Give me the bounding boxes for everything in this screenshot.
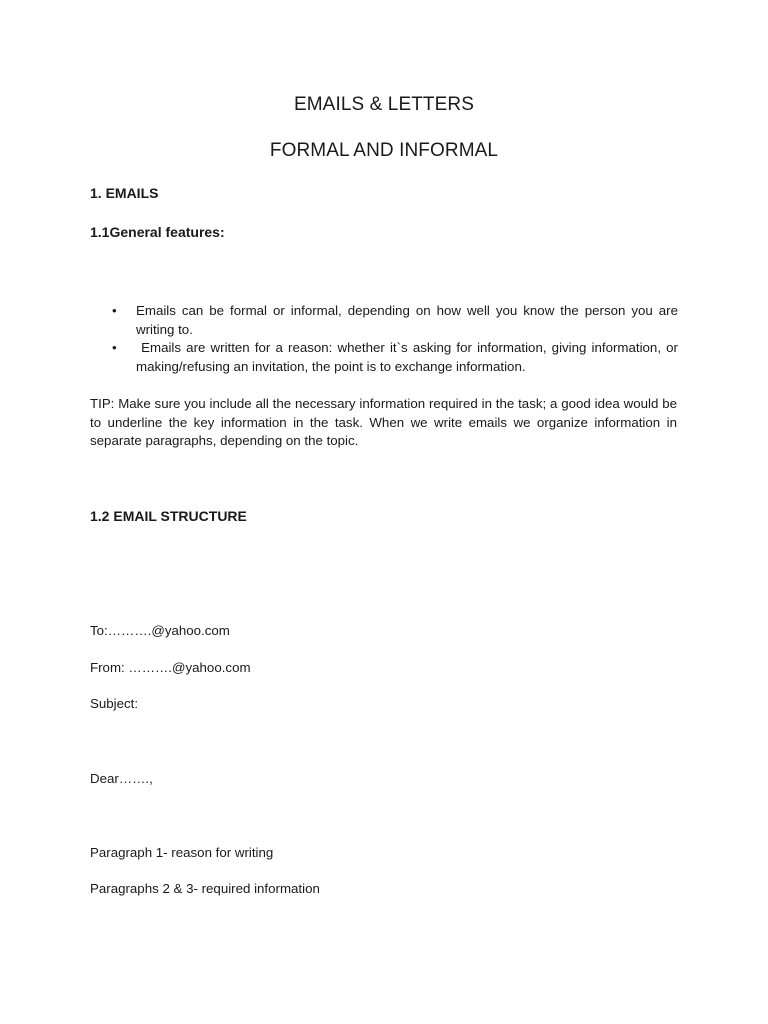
structure-paragraph1-line: Paragraph 1- reason for writing	[90, 845, 274, 860]
list-item	[90, 302, 678, 339]
list-item-text: Emails are written for a reason: whether it`s asking for information, giving information, or making/refusing an invitation, the point is to exchange information.	[136, 340, 682, 374]
bullet-icon: •	[112, 340, 117, 355]
document-subtitle: FORMAL AND INFORMAL	[269, 140, 499, 161]
section-heading-emails: 1. EMAILS	[90, 185, 159, 201]
list-item	[90, 339, 682, 376]
document-title: EMAILS & LETTERS	[293, 94, 475, 115]
bullet-icon: •	[112, 303, 117, 318]
structure-subject-line: Subject:	[90, 696, 139, 711]
features-list	[90, 302, 682, 376]
tip-paragraph: TIP: Make sure you include all the necessary information required in the task; a good idea would be to underline the key information in the task. When we write emails we organize information in separate paragraphs, depending on the topic.	[90, 396, 677, 449]
structure-to-line: To:……….@yahoo.com	[90, 623, 230, 638]
section-heading-email-structure: 1.2 EMAIL STRUCTURE	[90, 508, 247, 524]
structure-greeting-line: Dear…….,	[90, 771, 153, 786]
structure-paragraphs23-line: Paragraphs 2 & 3- required information	[90, 881, 320, 896]
structure-from-line: From: ……….@yahoo.com	[90, 660, 251, 675]
list-item-text: Emails can be formal or informal, depending on how well you know the person you are writing to.	[136, 303, 678, 337]
section-heading-general-features: 1.1General features:	[90, 224, 225, 240]
